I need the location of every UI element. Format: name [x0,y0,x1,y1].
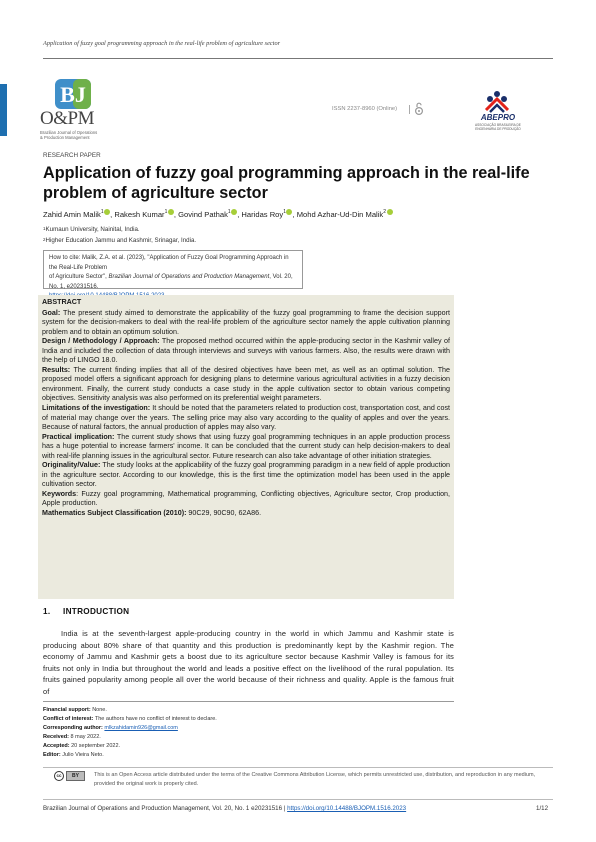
article-footnotes [43,706,217,761]
abstract-originality: Originality/Value: The study looks at the applicability of the fuzzy goal programming paradigm in a new field of apple production in the agriculture sector. According to our knowledge, this is the first time the optimization model has been used in the apple cultivation sector. [42,461,450,489]
cc-by-icon: BY [66,771,85,781]
abstract-limitations: Limitations of the investigation: It should be noted that the parameters related to production cost, transportation cost, and cost of material may change over the years. The selling price may also vary according to the quality of apples and over the years. Because of natural factors, the annual production of apples may also vary. [42,404,450,432]
author-name: Mohd Azhar-Ud-Din Malik [296,210,384,219]
issn-separator [409,105,410,114]
author-list: Zahid Amin Malik$^1$ , Rakesh Kumar$^1$ , Govind Pathak$^1$ , Haridas Roy$^1$ , Mohd Azhar-Ud-Din Malik$^2$ [43,210,553,219]
author-name: Rakesh Kumar [114,210,165,219]
how-to-cite-box: How to cite: Malik, Z.A. et al. (2023), "Application of Fuzzy Goal Programming Approach in the Real-Life Problem of Agriculture Sector", Brazilian Journal of Operations and Production Management, Vol. 20, No. 1, e20231516. [43,250,303,289]
affiliation: $^2$Higher Education Jammu and Kashmir, Srinagar, India. [43,237,197,244]
footnote-accepted: Accepted: 20 september 2022. [43,743,121,750]
abstract-msc: Mathematics Subject Classification (2010): 90C29, 90C90, 62A86. [42,509,262,518]
svg-text:BJ: BJ [60,82,86,107]
footnote-funding: Financial support: None. [43,707,107,713]
abstract-box [38,295,454,599]
orcid-icon[interactable] [104,209,110,215]
page-footer: Brazilian Journal of Operations and Production Management, Vol. 20, No. 1 e20231516 | https://doi.org/10.14488/BJOPM.1516.2023 [43,805,407,812]
introduction-paragraph: India is at the seventh-largest apple-producing country in the world in which Jammu and Kashmir state is producing about 80% share of that quantity and this production is predominantly kept by the Kashmir region. The economy of Jammu and Kashmir gets a boost due to its agriculture sector because Kashmir Valley is famous for its fruits not only in India but throughout the world and leads a positive effect on the livelihood of the rural population. Its fruits gained popularity among people all over the world because of their richness and quality. Apple is the famous fruit of [43,629,454,696]
footnote-rule [43,701,454,702]
journal-logo [40,78,120,140]
open-access-icon [414,102,424,116]
header-rule [43,58,553,59]
accent-bar [0,84,7,136]
logo-name: O&PM [40,108,94,129]
abstract-goal: Goal: The present study aimed to demonstrate the applicability of the fuzzy goal programming to frame the decision support system for the decision-makers to deal with the real-life problem of the agriculture sector namely the apple cultivation planning problem and to obtain an optimum solution. [42,308,450,336]
footnote-received: Received: 8 may 2022. [43,734,101,741]
license-rule [43,767,553,768]
orcid-icon[interactable] [231,209,237,215]
bj-logo-icon [54,78,92,110]
affiliation: $^1$Kumaun University, Nainital, India. [43,226,140,233]
footnote-corresponding: Corresponding author: mlkzahidamin926@gmail.com [43,725,178,732]
cc-icon: cc [54,771,64,781]
orcid-icon[interactable] [387,209,393,215]
orcid-icon[interactable] [286,209,292,215]
abstract-heading: ABSTRACT [42,298,82,306]
orcid-icon[interactable] [168,209,174,215]
footer-rule [43,799,553,800]
logo-subtitle: Brazilian Journal of Operations & Production Management [40,130,98,140]
abstract-design: Design / Methodology / Approach: The proposed method occurred within the apple-producing sector in the Kashmir valley of India and included the collection of data through interviews and surveys with various farmers. Also, the results were drawn with the help of LINGO 18.0. [42,337,450,365]
abepro-name: ABEPRO [480,113,516,122]
paper-title: Application of fuzzy goal programming approach in the real-life problem of agriculture sector [43,164,530,202]
footnote-conflict: Conflict of interest: The authors have no conflict of interest to declare. [43,716,217,723]
article-type: RESEARCH PAPER [43,152,101,159]
author-name: Zahid Amin Malik [43,210,101,219]
running-head: Application of fuzzy goal programming approach in the real-life problem of agriculture sector [43,40,281,47]
corresponding-email-link[interactable]: mlkzahidamin926@gmail.com [104,725,178,732]
abepro-mark-icon [482,90,512,114]
abstract-practical: Practical implication: The current study shows that using fuzzy goal programming techniques in an apple production process has a huge potential to increase farmers' income. It can be concluded that the current study can help decision-makers to deal with real-life planning issues in the agricultural sector. Future research can also take advantage of other initiation strategies. [42,432,450,460]
footer-doi-link[interactable]: https://doi.org/10.14488/BJOPM.1516.2023 [287,805,407,812]
abepro-subtitle: ASSOCIAÇÃO BRASILEIRA DE ENGENHARIA DE PRODUÇÃO [475,123,521,131]
abstract-keywords: Keywords: Fuzzy goal programming, Mathematical programming, Conflicting objectives, Agriculture sector, Crop production, Apple production. [42,489,450,508]
author-name: Govind Pathak [178,210,228,219]
section-heading-introduction: 1. INTRODUCTION [43,607,130,616]
issn-label: ISSN 2237-8960 (Online) [332,106,398,112]
page-number: 1/12 [536,805,549,812]
abstract-results: Results: The current finding implies that all of the desired objectives have been met, as well as an optimal solution. The proposed model offers a significant approach for designing plans to determine various agricultural activities in a fuzzy decision environment. Finally, the current study conducts a case study in the apple cultivation sector to obtain various competing objectives. Sensitivity analysis was also performed on its preferential weight parameters. [42,365,450,403]
license-text: This is an Open Access article distributed under the terms of the Creative Commons Attribution License, which permits unrestricted use, distribution, and reproduction in any medium, provided the original work is properly cited. [94,772,536,787]
abepro-logo [470,90,526,134]
author-name: Haridas Roy [241,210,284,219]
footnote-editor: Editor: Julio Vieira Neto. [43,752,104,759]
